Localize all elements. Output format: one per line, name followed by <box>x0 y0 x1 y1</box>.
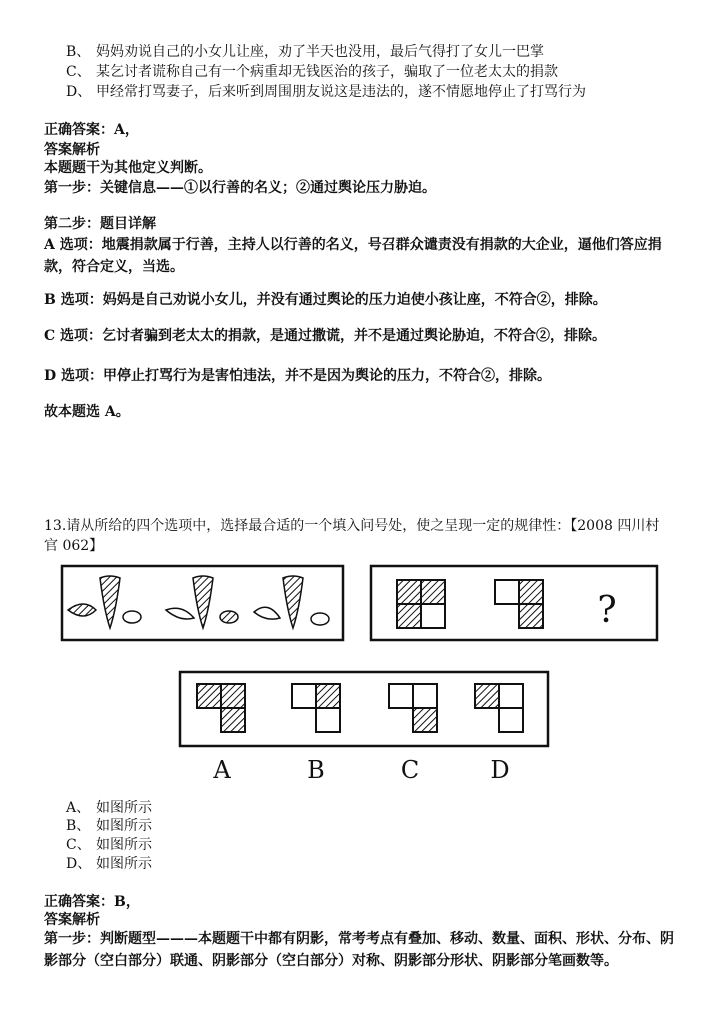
oval-shape <box>311 613 329 625</box>
prev-option-c: C、 某乞讨者谎称自己有一个病重却无钱医治的孩子，骗取了一位老太太的捐款 <box>66 64 558 80</box>
q13-analysis-title: 答案解析 <box>44 912 100 928</box>
option-label-d: D <box>490 756 510 784</box>
q13-answer: 正确答案：B， <box>44 894 140 910</box>
prev-conclusion: 故本题选 A。 <box>44 404 130 420</box>
prev-answer: 正确答案：A， <box>44 122 139 138</box>
prev-analysis-title: 答案解析 <box>44 142 100 158</box>
option-label-b: B <box>307 756 325 784</box>
q13-option-a: A、 如图所示 <box>66 800 152 816</box>
prev-option-b-analysis: B 选项：妈妈是自己劝说小女儿，并没有通过舆论的压力迫使小孩让座，不符合②，排除。 <box>44 292 607 308</box>
q13-stem-line2: 官 062】 <box>44 538 104 554</box>
prev-option-d: D、 甲经常打骂妻子，后来听到周围朋友说这是违法的，遂不情愿地停止了打骂行为 <box>66 84 586 100</box>
prev-option-d-analysis: D 选项：甲停止打骂行为是害怕违法，并不是因为舆论的压力，不符合②，排除。 <box>44 368 552 384</box>
q13-option-d: D、 如图所示 <box>66 856 152 872</box>
option-label-c: C <box>400 756 420 784</box>
option-label-a: A <box>213 756 231 784</box>
q13-question-panel-right <box>371 566 657 640</box>
question-mark: ? <box>597 590 617 631</box>
prev-option-b: B、 妈妈劝说自己的小女儿让座，劝了半天也没用，最后气得打了女儿一巴掌 <box>66 44 544 60</box>
q13-option-c: C、 如图所示 <box>66 837 152 853</box>
q13-option-b: B、 如图所示 <box>66 818 152 834</box>
q13-question-panel-left <box>62 566 343 640</box>
q13-stem-line1: 13.请从所给的四个选项中，选择最合适的一个填入问号处，使之呈现一定的规律性：【2008 四川村 <box>44 518 660 534</box>
q13-options-panel <box>180 672 548 746</box>
prev-step2-title: 第二步：题目详解 <box>44 216 156 232</box>
prev-option-c-analysis: C 选项：乞讨者骗到老太太的捐款，是通过撒谎，并不是通过舆论胁迫，不符合②，排除。 <box>44 328 607 344</box>
oval-shape <box>220 611 238 623</box>
prev-option-a-analysis: A 选项：地震捐款属于行善，主持人以行善的名义，号召群众谴责没有捐款的大企业，逼他们答应捐款，符合定义，当选。 <box>44 237 662 275</box>
q13-step1: 第一步：判断题型———本题题干中都有阴影，常考考点有叠加、移动、数量、面积、形状、分布、阴影部分（空白部分）联通、阴影部分（空白部分）对称、阴影部分形状、阴影部分笔画数等。 <box>44 931 674 969</box>
grid-figure-1 <box>397 580 445 628</box>
oval-shape <box>123 611 141 623</box>
prev-analysis-intro: 本题题干为其他定义判断。 <box>44 160 212 176</box>
prev-step1: 第一步：关键信息——①以行善的名义；②通过舆论压力胁迫。 <box>44 180 436 196</box>
